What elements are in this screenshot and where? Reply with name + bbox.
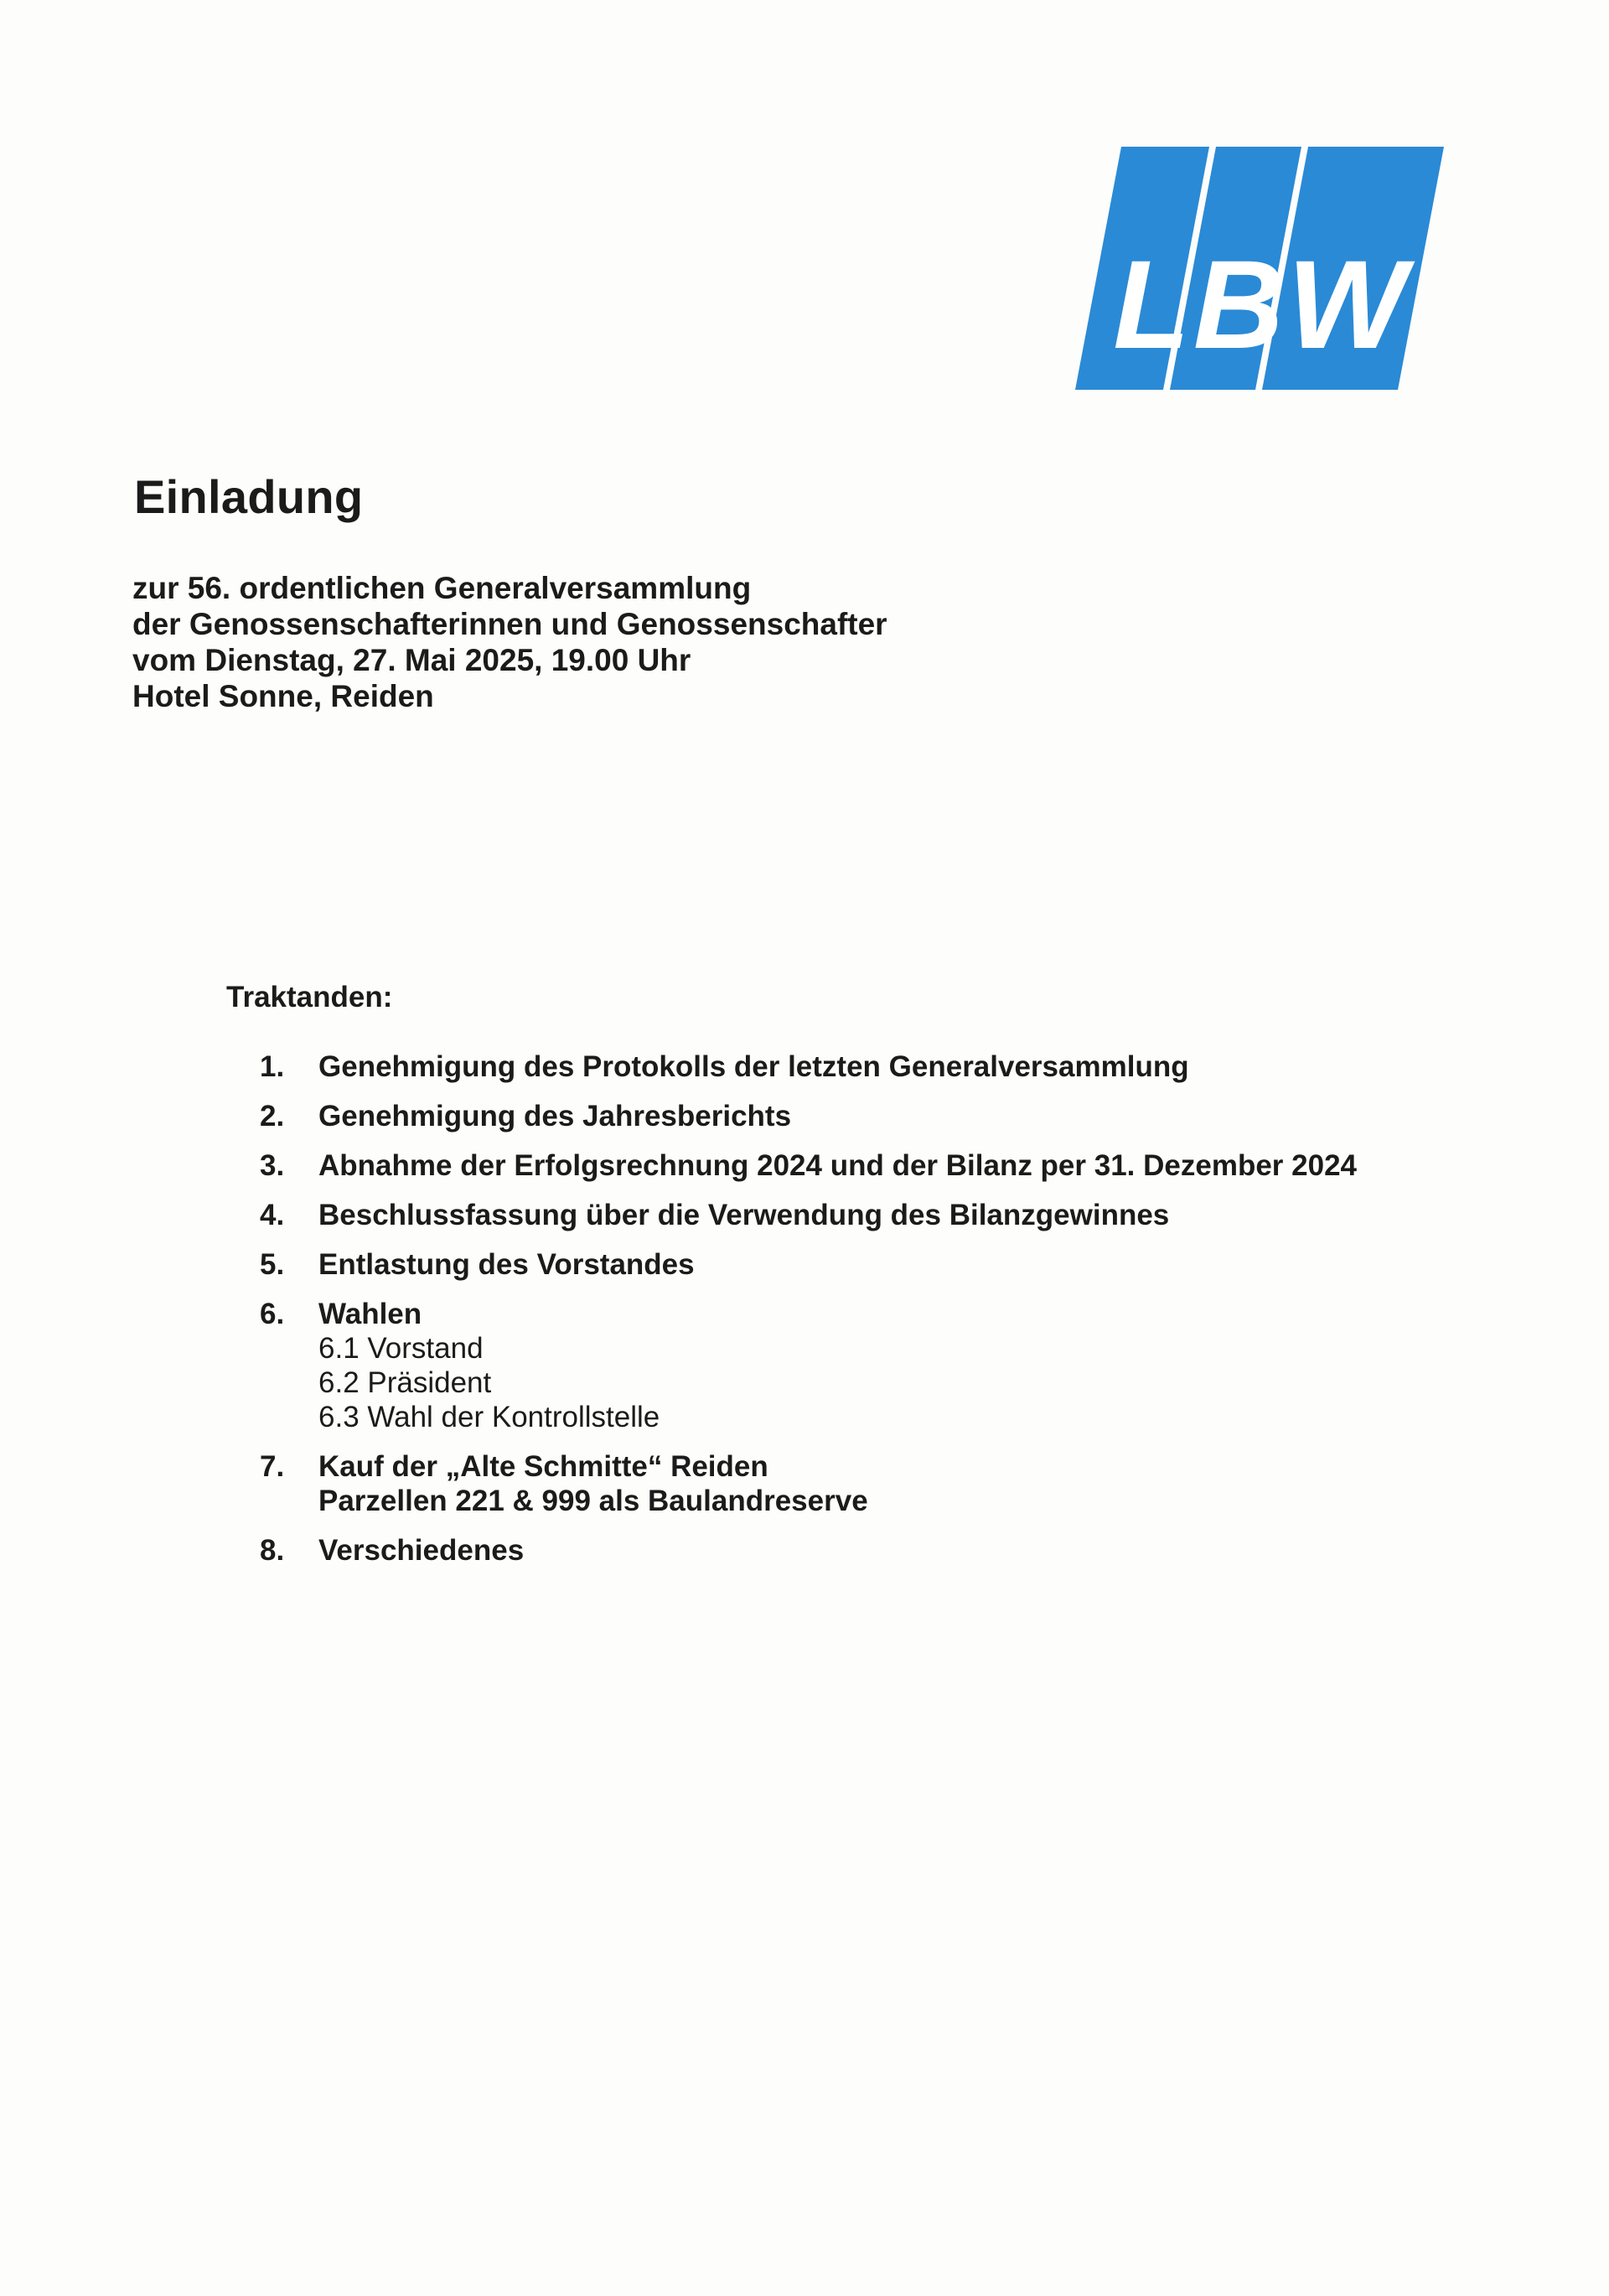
- agenda-number: 4.: [260, 1199, 285, 1231]
- agenda-label: Verschiedenes: [318, 1534, 525, 1567]
- agenda-item: [260, 1198, 1475, 1232]
- page-title: Einladung: [134, 470, 364, 523]
- agenda-number: 6.: [260, 1298, 285, 1330]
- subtitle-line: der Genossenschafterinnen und Genossenschafter: [132, 607, 887, 641]
- agenda-label: Genehmigung des Jahresberichts: [318, 1100, 792, 1132]
- agenda-item: [260, 1050, 1475, 1084]
- agenda-number: 5.: [260, 1248, 285, 1281]
- agenda-label: Genehmigung des Protokolls der letzten Generalversammlung: [318, 1050, 1189, 1083]
- agenda-label: Beschlussfassung über die Verwendung des Bilanzgewinnes: [318, 1199, 1170, 1231]
- logo-letters: LBW: [1113, 234, 1410, 375]
- subtitle-line: zur 56. ordentlichen Generalversammlung: [132, 571, 752, 605]
- subtitle-line: vom Dienstag, 27. Mai 2025, 19.00 Uhr: [132, 643, 691, 677]
- agenda-number: 2.: [260, 1100, 285, 1132]
- lbw-logo: [1075, 147, 1444, 390]
- agenda-number: 1.: [260, 1050, 285, 1083]
- subtitle-line: Hotel Sonne, Reiden: [132, 679, 434, 713]
- agenda-label: Abnahme der Erfolgsrechnung 2024 und der Bilanz per 31. Dezember 2024: [318, 1149, 1357, 1182]
- agenda-item: [260, 1148, 1475, 1183]
- agenda-item: [260, 1297, 1475, 1434]
- agenda-label: Entlastung des Vorstandes: [318, 1248, 695, 1281]
- agenda-number: 8.: [260, 1534, 285, 1567]
- agenda-label-continued: Parzellen 221 & 999 als Baulandreserve: [318, 1485, 868, 1517]
- agenda-subitem: 6.2 Präsident: [318, 1366, 492, 1399]
- agenda-heading: Traktanden:: [226, 981, 393, 1013]
- agenda-item: [260, 1533, 1475, 1568]
- agenda-item: [260, 1449, 1475, 1518]
- agenda-list: [260, 1050, 1475, 1583]
- agenda-label: Wahlen: [318, 1298, 422, 1330]
- agenda-number: 7.: [260, 1450, 285, 1483]
- agenda-item: [260, 1099, 1475, 1133]
- invitation-details: [132, 570, 887, 714]
- agenda-subitem: 6.3 Wahl der Kontrollstelle: [318, 1401, 660, 1433]
- agenda-item: [260, 1247, 1475, 1282]
- agenda-subitem: 6.1 Vorstand: [318, 1332, 484, 1365]
- agenda-label: Kauf der „Alte Schmitte“ Reiden: [318, 1450, 768, 1483]
- agenda-number: 3.: [260, 1149, 285, 1182]
